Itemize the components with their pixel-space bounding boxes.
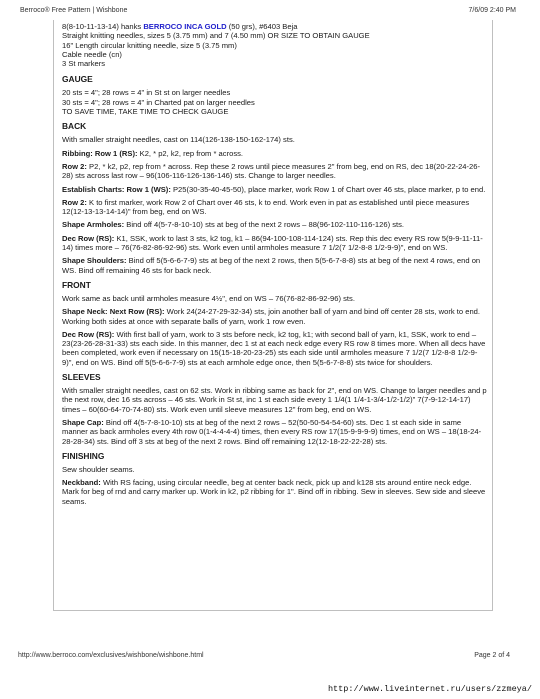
section-heading-finishing: FINISHING (62, 450, 105, 461)
instruction-paragraph (62, 149, 487, 158)
instruction-lead: Dec Row (RS): (62, 233, 115, 243)
footer-page-number: Page 2 of 4 (474, 652, 510, 659)
pattern-content (62, 22, 487, 510)
instruction-text: Work 24(24-27-29-32-34) sts, join another ball of yarn and bind off center 28 sts, work to end. Working both sides at once with separate balls of yarn, work 1 row even. (62, 307, 481, 326)
section-heading-back: BACK (62, 121, 87, 132)
materials-line: Cable needle (cn) (62, 49, 122, 59)
footer-url: http://www.berroco.com/exclusives/wishbone/wishbone.html (18, 652, 204, 659)
gauge-line: 20 sts = 4"; 28 rows = 4" in St st on larger needles (62, 88, 231, 98)
gauge-block (62, 88, 487, 116)
materials-line: 16" Length circular knitting needle, size 5 (3.75 mm) (62, 40, 237, 50)
instruction-paragraph (62, 294, 487, 303)
instruction-paragraph (62, 386, 487, 414)
instruction-lead: Shape Shoulders: (62, 256, 127, 266)
instruction-text: K to first marker, work Row 2 of Chart over 46 sts, k to end. Work even in pat as established until piece measures 12(12-13-13-14-14)" from beg, end on WS. (62, 197, 470, 217)
instruction-lead: Dec Row (RS): (62, 329, 115, 339)
instruction-text: With RS facing, using circular needle, beg at center back neck, pick up and k128 sts around entire neck edge. Mark for beg of rnd and carry marker up. Work in k2, p2 ribbing for 1". Bind off in ribbing. Sew in sleeves. Sew side and sleeve seams. (62, 478, 486, 506)
instruction-lead: Shape Cap: (62, 417, 104, 427)
materials-line: Straight knitting needles, sizes 5 (3.75 mm) and 7 (4.50 mm) OR SIZE TO OBTAIN GAUGE (62, 31, 370, 41)
instruction-paragraph (62, 465, 487, 474)
instruction-lead: Row 2: (62, 161, 87, 171)
instruction-text: Work same as back until armholes measure 4½", end on WS – 76(76-82-86-92-96) sts. (62, 293, 355, 303)
instruction-text: Bind off 5(5-6-6-7-9) sts at beg of the next 2 rows, then 5(5-6-7-8-8) sts at beg of the next 4 rows, end on WS. Bind off remaining 46 sts for back neck. (62, 256, 481, 275)
instruction-paragraph (62, 220, 487, 229)
instruction-paragraph (62, 234, 487, 253)
instruction-paragraph (62, 198, 487, 217)
browser-page-title: Berroco® Free Pattern | Wishbone (20, 7, 128, 14)
instruction-lead: Neckband: (62, 478, 101, 488)
section-heading-front: FRONT (62, 279, 91, 290)
instruction-text: With first ball of yarn, work to 3 sts before neck, k2 tog, k1; with second ball of yarn, k1, SSK, work to end – 23(23-26-28-31-33) sts each side. In this manner, dec 1 st at each neck edge every RS row 8 times more. When all decs have been completed, work even if necessary on 15(15-18-20-23-25) sts each side until armholes measure 7 1/2(7 1/2-8-8 1/2-9-9)", end on WS. Bind off 5(5-6-6-7-9) sts at each armhole edge once, then 5(5-6-7-8-8) sts twice for shoulders. (62, 329, 486, 367)
yarn-quantity: 8(8-10-11-13-14) hanks (62, 22, 144, 31)
yarn-color: (50 grs), #6403 Beja (226, 22, 298, 31)
instruction-paragraph (62, 135, 487, 144)
pattern-sections (62, 121, 487, 506)
instruction-paragraph (62, 418, 487, 446)
instruction-text: P2, * k2, p2, rep from * across. Rep these 2 rows until piece measures 2" from beg, end on RS, dec 18(20-22-24-26-28) sts across last row – 96(106-116-126-136-146) sts. Change to larger needles. (62, 161, 481, 181)
instruction-text: Sew shoulder seams. (62, 464, 135, 474)
instruction-text: P25(30-35-40-45-50), place marker, work Row 1 of Chart over 46 sts, place marker, p to end. (170, 184, 486, 194)
yarn-link[interactable]: BERROCO INCA GOLD (143, 22, 227, 31)
instruction-paragraph (62, 307, 487, 326)
section-heading-sleeves: SLEEVES (62, 372, 101, 383)
instruction-text: Bind off 4(5-7-8-10-10) sts at beg of the next 2 rows – 52(50-50-54-54-60) sts. Dec 1 st each side in same manner as back armholes every 4th row 0(1-4-4-4-4) times, then every RS row 17(15-9-9-9-9) times, end on WS – 18(18-24-28-28-34) sts. Bind off 3 sts at beg of the next 2 rows. Bind off remaining 12(12-18-22-22-28) sts. (62, 417, 482, 446)
instruction-paragraph (62, 478, 487, 506)
instruction-text: Bind off 4(5-7-8-10-10) sts at beg of the next 2 rows – 88(96-102-110-116-126) sts. (124, 220, 405, 230)
materials-yarn-line (62, 22, 487, 31)
instruction-text: K2, * p2, k2, rep from * across. (137, 148, 244, 158)
gauge-line: TO SAVE TIME, TAKE TIME TO CHECK GAUGE (62, 107, 229, 117)
materials-block (62, 22, 487, 68)
materials-line: 3 St markers (62, 59, 106, 69)
instruction-lead: Ribbing: Row 1 (RS): (62, 148, 138, 158)
instruction-paragraph (62, 162, 487, 181)
instruction-text: With smaller straight needles, cast on 62 sts. Work in ribbing same as back for 2", end on WS. Change to larger needles and p the next row, dec 16 sts across – 46 sts. Work in St st, inc 1 st each side every 1 1/4(1 1/4-1-3/4-1/2-1/2)" 7(7-9-12-14-17) times – 60(60-64-70-74-80) sts. Work even until sleeve measures 12" from beg, end on WS. (62, 386, 487, 414)
print-datetime: 7/6/09 2:40 PM (468, 7, 516, 14)
instruction-paragraph (62, 330, 487, 367)
instruction-paragraph (62, 256, 487, 275)
instruction-lead: Shape Neck: Next Row (RS): (62, 307, 165, 317)
instruction-text: K1, SSK, work to last 3 sts, k2 tog, k1 – 86(94-100-108-114-124) sts. Rep this dec every RS row 5(9-9-11-11-14) times more – 76(76-82-86-92-96) sts. Work even until armholes measure 7 1/2(7 1/2-8-8 1/2-9-9)", end on WS. (62, 233, 483, 253)
gauge-line: 30 sts = 4"; 28 rows = 4" in Charted pat on larger needles (62, 97, 255, 107)
instruction-lead: Row 2: (62, 197, 87, 207)
instruction-lead: Shape Armholes: (62, 220, 125, 230)
gauge-heading: GAUGE (62, 74, 93, 85)
watermark-url: http://www.liveinternet.ru/users/zzmeya/ (327, 684, 532, 694)
instruction-lead: Establish Charts: Row 1 (WS): (62, 184, 171, 194)
instruction-text: With smaller straight needles, cast on 114(126-138-150-162-174) sts. (62, 135, 295, 145)
instruction-paragraph (62, 185, 487, 194)
